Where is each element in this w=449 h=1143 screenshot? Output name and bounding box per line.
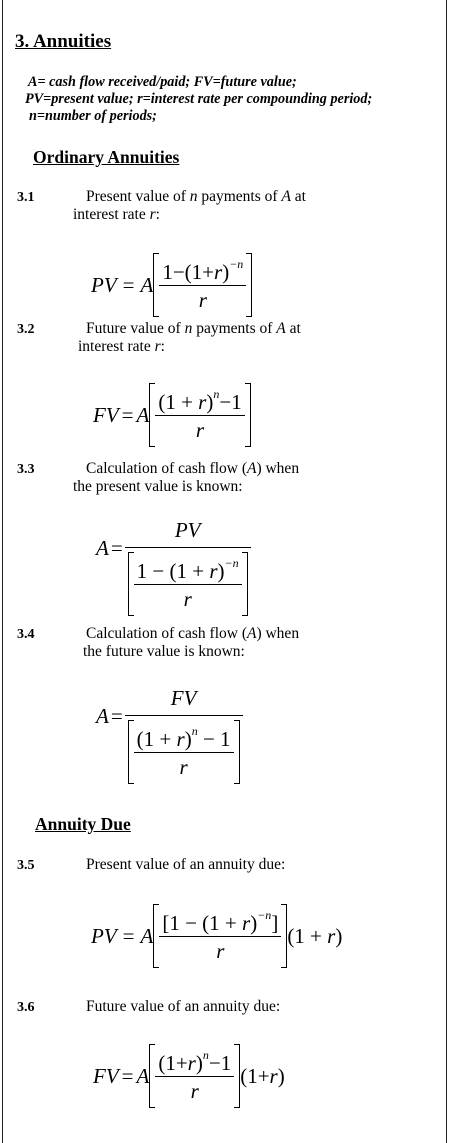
text: ) — [206, 390, 214, 414]
subhead-annuity-due: Annuity Due — [35, 814, 131, 834]
item-description — [83, 625, 413, 661]
denominator: r — [183, 587, 192, 611]
text: : — [160, 338, 165, 355]
item-number: 3.4 — [17, 627, 35, 642]
numerator — [159, 908, 281, 936]
item-number: 3.1 — [17, 190, 35, 205]
formula-fv-annuity-due — [93, 1044, 285, 1108]
numerator: FV — [170, 686, 197, 710]
var: r — [209, 559, 218, 583]
text: at — [290, 188, 306, 205]
denominator — [125, 716, 243, 784]
var: n — [189, 188, 198, 205]
denominator: r — [198, 288, 207, 312]
numerator — [155, 1048, 234, 1076]
numerator — [155, 387, 244, 415]
document-page — [2, 0, 447, 1143]
fraction — [155, 387, 244, 443]
symbol: PV — [91, 272, 117, 297]
var: r — [327, 923, 336, 948]
subhead-ordinary-annuities: Ordinary Annuities — [33, 147, 180, 167]
var: r — [154, 338, 161, 355]
var: A — [246, 625, 257, 642]
text: : — [155, 206, 160, 223]
symbol: A — [140, 272, 154, 297]
denominator: r — [179, 755, 188, 779]
text: Future value of — [86, 320, 185, 337]
text: ) when — [256, 460, 300, 477]
text: ) — [184, 727, 192, 751]
var: r — [214, 260, 223, 284]
denominator — [125, 548, 251, 616]
text: ) — [217, 559, 225, 583]
numerator: PV — [174, 518, 201, 542]
text: (1 + — [136, 727, 177, 751]
formula-cash-flow-from-pv — [96, 518, 251, 616]
text: ) — [277, 1063, 285, 1088]
continuation — [73, 206, 403, 224]
var: r — [198, 390, 207, 414]
exponent: n — [202, 1048, 209, 1062]
growth-factor — [240, 1064, 285, 1089]
formula-cash-flow-from-fv — [96, 686, 243, 784]
item-number: 3.6 — [17, 1000, 35, 1015]
var: A — [246, 460, 257, 477]
item-description: Future value of an annuity due: — [86, 998, 281, 1015]
bracket — [149, 1044, 240, 1108]
growth-factor — [287, 924, 342, 949]
item-description — [73, 460, 403, 496]
definition-line: n=number of periods; — [29, 108, 157, 124]
text: interest rate — [73, 206, 150, 223]
var: r — [176, 727, 185, 751]
text: 1−(1+ — [162, 260, 215, 284]
var: A — [276, 320, 286, 337]
text: (1 + — [287, 923, 328, 948]
numerator — [134, 556, 242, 584]
item-number: 3.3 — [17, 462, 35, 477]
fraction — [125, 686, 243, 784]
var: r — [242, 911, 251, 935]
text: 1 − (1 + — [136, 559, 210, 583]
denominator: r — [190, 1079, 199, 1103]
symbol: = — [122, 272, 135, 297]
formula-pv-ordinary — [91, 253, 252, 317]
numerator — [134, 724, 234, 752]
exponent: −n — [257, 908, 272, 922]
item-description: Present value of an annuity due: — [86, 856, 286, 873]
text: Calculation of cash flow ( — [86, 460, 247, 477]
symbol: = — [122, 923, 135, 948]
text: ) — [335, 923, 343, 948]
denominator: r — [216, 939, 225, 963]
symbol: = — [121, 402, 134, 427]
text: ) when — [256, 625, 300, 642]
symbol: = — [110, 536, 123, 560]
bracket — [128, 720, 240, 784]
symbol: A — [136, 402, 150, 427]
variable-definitions — [25, 74, 373, 125]
text: ) — [250, 911, 258, 935]
text: Present value of — [86, 188, 190, 205]
text: (1+ — [158, 1051, 188, 1075]
bracket — [153, 253, 252, 317]
text: (1 + — [158, 390, 199, 414]
symbol: FV — [93, 402, 119, 427]
symbol: A — [140, 923, 154, 948]
text: − 1 — [197, 727, 231, 751]
text: ) — [195, 1051, 203, 1075]
fraction — [159, 908, 281, 964]
fraction — [134, 724, 234, 780]
var: r — [149, 206, 156, 223]
text: ] — [271, 911, 279, 935]
definition-line: PV=present value; r=interest rate per compounding period; — [25, 91, 373, 107]
fraction — [134, 556, 242, 612]
item-description — [78, 320, 408, 356]
formula-fv-ordinary — [93, 383, 251, 447]
text: −1 — [208, 1051, 232, 1075]
text: −1 — [219, 390, 242, 414]
continuation: the future value is known: — [83, 643, 245, 660]
text: payments of — [197, 188, 282, 205]
symbol: FV — [93, 1063, 119, 1088]
exponent: −n — [224, 556, 239, 570]
symbol: A — [96, 536, 109, 560]
text: at — [285, 320, 301, 337]
definition-line: A= cash flow received/paid; FV=future value; — [28, 74, 297, 90]
formula-pv-annuity-due — [91, 904, 342, 968]
item-description — [73, 188, 403, 224]
bracket — [153, 904, 287, 968]
symbol: A — [136, 1063, 150, 1088]
var: r — [269, 1063, 278, 1088]
bracket — [149, 383, 250, 447]
item-number: 3.2 — [17, 322, 35, 337]
symbol: PV — [91, 923, 117, 948]
fraction — [155, 1048, 234, 1104]
continuation — [78, 338, 408, 356]
numerator — [159, 257, 246, 285]
var: r — [187, 1051, 196, 1075]
section-title: 3. Annuities — [15, 31, 112, 52]
text: Calculation of cash flow ( — [86, 625, 247, 642]
var: A — [281, 188, 291, 205]
exponent: −n — [229, 257, 244, 271]
fraction — [159, 257, 246, 313]
var: n — [184, 320, 193, 337]
text: interest rate — [78, 338, 155, 355]
exponent: n — [213, 387, 220, 401]
denominator: r — [195, 418, 205, 442]
text: ) — [222, 260, 230, 284]
bracket — [128, 552, 248, 616]
item-number: 3.5 — [17, 858, 35, 873]
text: [1 − (1 + — [162, 911, 243, 935]
text: payments of — [192, 320, 277, 337]
symbol: = — [121, 1063, 134, 1088]
text: (1+ — [240, 1063, 270, 1088]
symbol: = — [110, 704, 123, 728]
symbol: A — [96, 704, 109, 728]
exponent: n — [191, 724, 198, 738]
continuation: the present value is known: — [73, 478, 243, 495]
fraction — [125, 518, 251, 616]
